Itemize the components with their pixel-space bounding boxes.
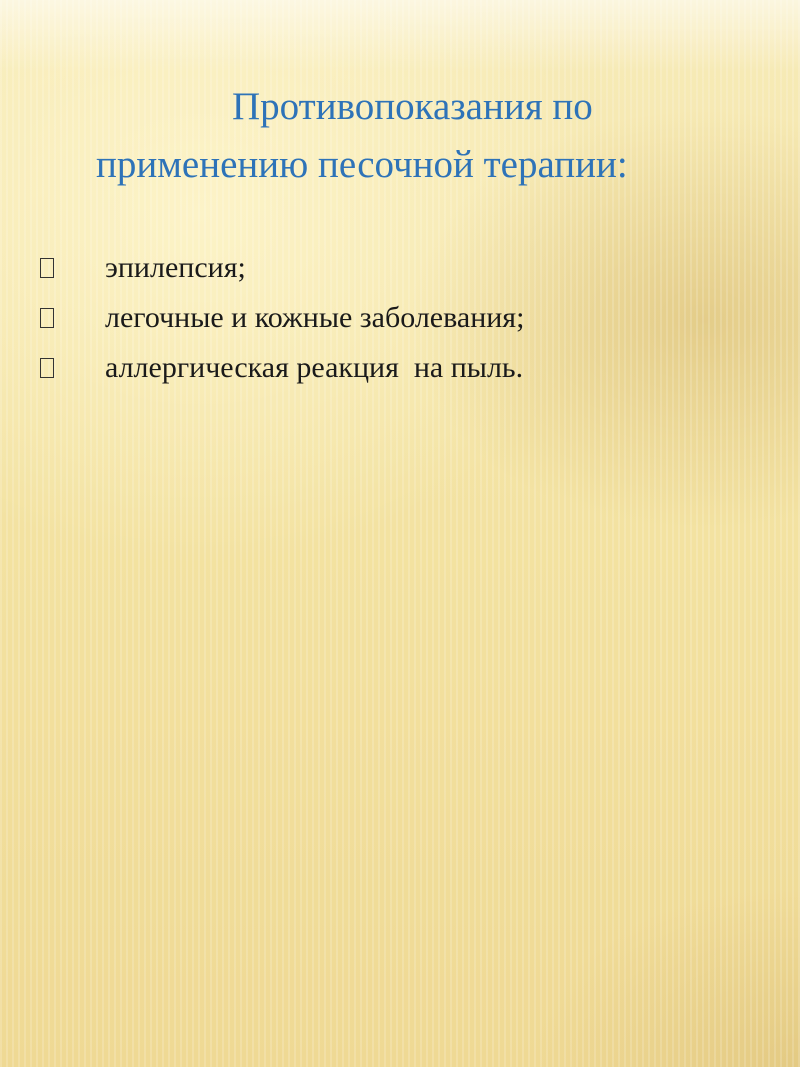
list-item-label: эпилепсия; bbox=[105, 251, 246, 284]
list-item bbox=[30, 293, 770, 343]
list-item bbox=[30, 243, 770, 293]
slide-title bbox=[60, 78, 780, 194]
top-highlight-band bbox=[0, 0, 800, 72]
list-item-label: аллергическая реакция на пыль. bbox=[105, 351, 524, 384]
square-bullet-icon bbox=[40, 358, 54, 378]
list-item bbox=[30, 343, 770, 393]
slide-title-line-1: Противопоказания по bbox=[232, 85, 593, 128]
list-item-label: легочные и кожные заболевания; bbox=[105, 301, 525, 334]
slide-title-line-2: применению песочной терапии: bbox=[96, 143, 628, 186]
square-bullet-icon bbox=[40, 258, 54, 278]
square-bullet-icon bbox=[40, 308, 54, 328]
contraindications-list bbox=[30, 243, 770, 393]
